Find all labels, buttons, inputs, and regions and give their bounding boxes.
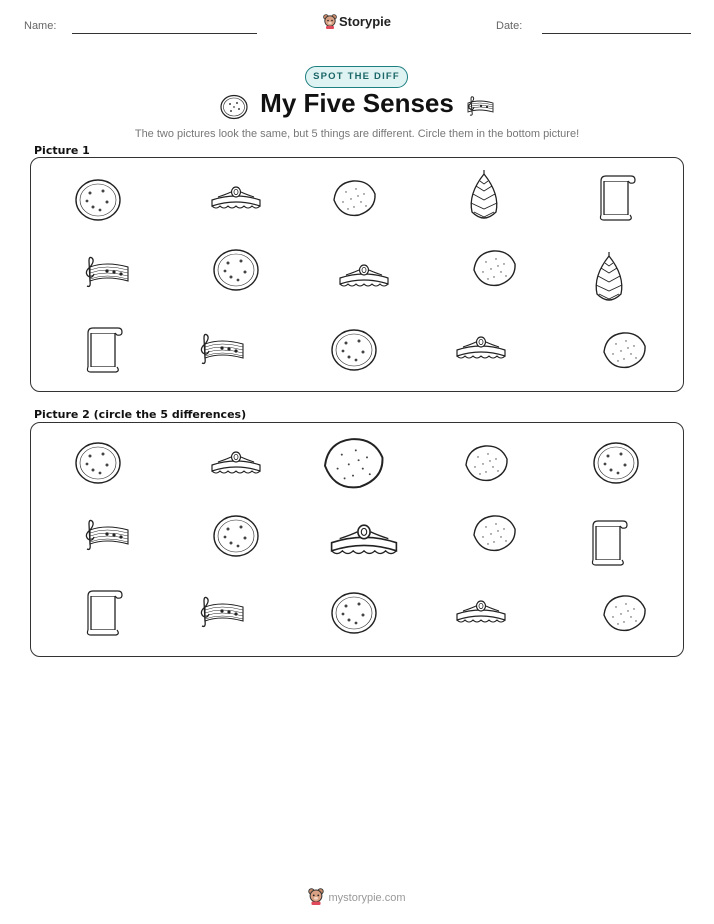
picture-2-label: Picture 2 (circle the 5 differences): [34, 408, 247, 421]
footer-url: mystorypie.com: [328, 892, 406, 904]
date-line: [542, 33, 691, 34]
cookie-item: [594, 443, 638, 483]
music-staff-item: [86, 520, 128, 549]
music-staff-item: [201, 597, 243, 626]
footer: [0, 888, 714, 905]
cookie-item: [214, 516, 258, 556]
lemon-item: [474, 251, 515, 285]
lemon-item: [604, 596, 645, 630]
picture-2-canvas: [31, 423, 685, 658]
bear-icon: [308, 888, 324, 905]
brand-name: Storypie: [338, 14, 391, 29]
cookie-item: [332, 330, 376, 370]
tiara-item: [212, 187, 260, 208]
brand-logo: [0, 14, 714, 29]
scroll-item: [592, 521, 627, 565]
tiara-item: [212, 452, 260, 473]
page-title: My Five Senses: [260, 88, 454, 118]
picture-2-panel: [30, 422, 684, 657]
name-line: [72, 33, 257, 34]
lemon-item: [474, 516, 515, 550]
tiara-item: [457, 601, 505, 622]
lemon-item: [325, 439, 382, 487]
spot-the-diff-badge: SPOT THE DIFF: [305, 66, 408, 88]
music-staff-item: [86, 257, 128, 286]
cookie-item: [214, 250, 258, 290]
picture-1-label: Picture 1: [34, 144, 90, 157]
instructions: The two pictures look the same, but 5 things are different. Circle them in the bottom picture!: [134, 128, 580, 140]
music-staff-item: [201, 334, 243, 363]
tiara-item: [332, 525, 397, 553]
cookie-item: [332, 593, 376, 633]
music-staff-icon: [463, 96, 495, 118]
lemon-item: [466, 446, 507, 480]
scroll-item: [87, 328, 122, 372]
lemon-item: [334, 181, 375, 215]
cookie-item: [76, 180, 120, 220]
picture-1-canvas: [31, 158, 685, 393]
date-label: Date:: [496, 20, 523, 32]
bear-icon: [323, 14, 337, 29]
pinecone-item: [471, 170, 497, 218]
name-label: Name:: [24, 20, 57, 32]
tiara-item: [457, 337, 505, 358]
lemon-item: [604, 333, 645, 367]
scroll-item: [600, 176, 635, 220]
picture-1-panel: [30, 157, 684, 392]
pinecone-item: [596, 252, 622, 300]
cookie-item: [76, 443, 120, 483]
tiara-item: [340, 265, 388, 286]
scroll-item: [87, 591, 122, 635]
